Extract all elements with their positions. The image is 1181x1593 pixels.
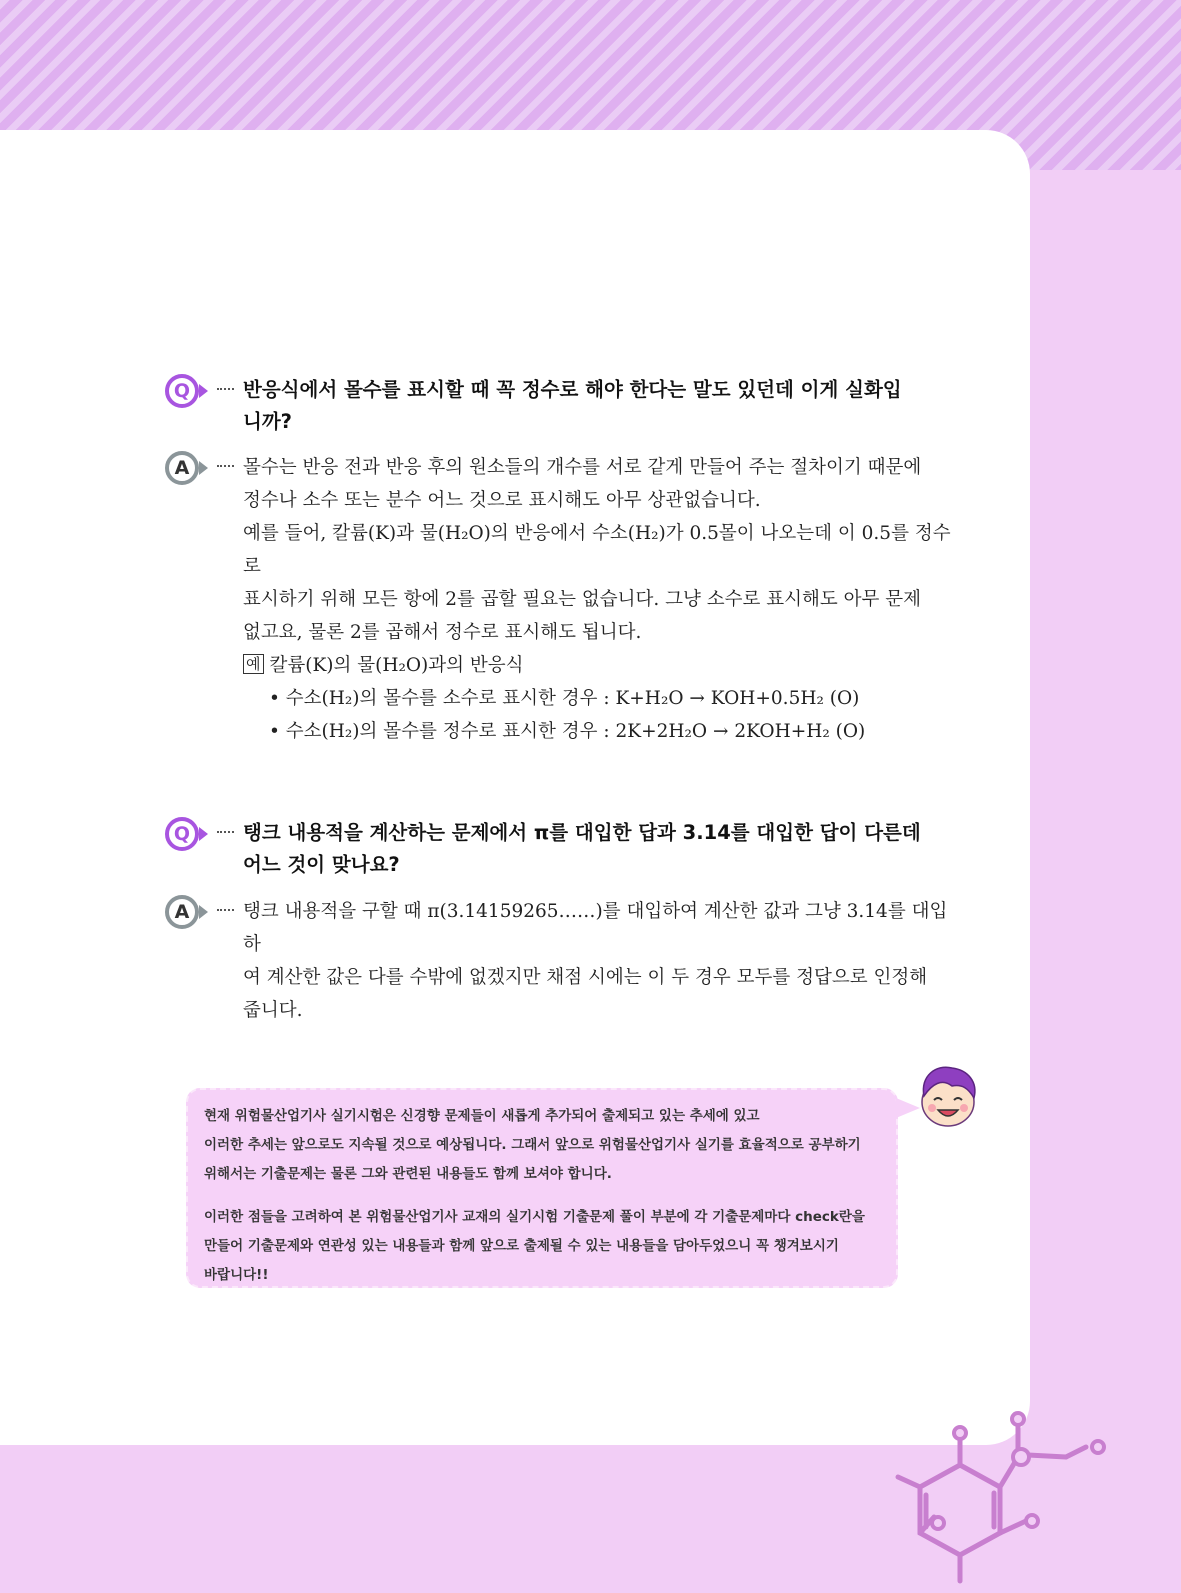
question-line: 반응식에서 몰수를 표시할 때 꼭 정수로 해야 한다는 말도 있던데 이게 실화입 <box>243 378 902 401</box>
qa-block-2 <box>165 817 955 1027</box>
question-line: 탱크 내용적을 계산하는 문제에서 π를 대입한 답과 3.14를 대입한 답이 다른데 <box>243 821 921 844</box>
question-1 <box>165 374 955 438</box>
example-line <box>243 649 955 682</box>
note-line: 만들어 기출문제와 연관성 있는 내용들과 함께 앞으로 출제될 수 있는 내용들을 담아두었으니 꼭 챙겨보시기 <box>204 1238 839 1254</box>
a-badge-icon: A <box>165 895 199 929</box>
qa-block-1 <box>165 374 955 748</box>
answer-line: 예를 들어, 칼륨(K)과 물(H₂O)의 반응에서 수소(H₂)가 0.5몰이 나오는데 이 0.5를 정수로 <box>243 523 951 577</box>
leader-dots <box>217 831 234 833</box>
answer-line: 정수나 소수 또는 분수 어느 것으로 표시해도 아무 상관없습니다. <box>243 490 761 511</box>
example-bullet: • 수소(H₂)의 몰수를 소수로 표시한 경우 : K+H₂O → KOH+0.5H₂ (O) <box>269 688 860 709</box>
answer-1 <box>165 451 955 748</box>
answer-line: 줍니다. <box>243 1000 303 1021</box>
example-bullet: • 수소(H₂)의 몰수를 정수로 표시한 경우 : 2K+2H₂O → 2KOH+H₂ (O) <box>269 721 866 742</box>
note-line: 바랍니다!! <box>204 1267 269 1283</box>
question-2 <box>165 817 955 881</box>
example-label: 예 <box>243 654 264 674</box>
note-line: 위해서는 기출문제는 물론 그와 관련된 내용들도 함께 보셔야 합니다. <box>204 1166 612 1182</box>
q-badge-arrow-icon <box>199 827 208 841</box>
question-line: 니까? <box>243 410 292 433</box>
answer-line: 몰수는 반응 전과 반응 후의 원소들의 개수를 서로 같게 만들어 주는 절차이기 때문에 <box>243 457 922 478</box>
note-line: 이러한 추세는 앞으로도 지속될 것으로 예상됩니다. 그래서 앞으로 위험물산업기사 실기를 효율적으로 공부하기 <box>204 1137 861 1153</box>
a-badge-icon: A <box>165 451 199 485</box>
answer-line: 표시하기 위해 모든 항에 2를 곱할 필요는 없습니다. 그냥 소수로 표시해도 아무 문제 <box>243 589 921 610</box>
a-badge-arrow-icon <box>199 461 208 475</box>
tip-note-box <box>186 1088 898 1288</box>
question-line: 어느 것이 맞나요? <box>243 853 400 876</box>
leader-dots <box>217 909 234 911</box>
answer-2 <box>165 895 955 1027</box>
molecule-decoration-icon <box>890 1405 1120 1585</box>
example-title: 칼륨(K)의 물(H₂O)과의 반응식 <box>269 655 524 676</box>
answer-line: 여 계산한 값은 다를 수밖에 없겠지만 채점 시에는 이 두 경우 모두를 정답으로 인정해 <box>243 967 928 988</box>
answer-line: 없고요, 물론 2를 곱해서 정수로 표시해도 됩니다. <box>243 622 642 643</box>
q-badge-icon: Q <box>165 374 199 408</box>
leader-dots <box>217 388 234 390</box>
q-badge-arrow-icon <box>199 384 208 398</box>
a-badge-arrow-icon <box>199 905 208 919</box>
leader-dots <box>217 465 234 467</box>
note-line: 이러한 점들을 고려하여 본 위험물산업기사 교재의 실기시험 기출문제 풀이 부분에 각 기출문제마다 check란을 <box>204 1209 865 1225</box>
note-line: 현재 위험물산업기사 실기시험은 신경향 문제들이 새롭게 추가되어 출제되고 있는 추세에 있고 <box>204 1108 760 1124</box>
q-badge-icon: Q <box>165 817 199 851</box>
answer-line: 탱크 내용적을 구할 때 π(3.14159265……)를 대입하여 계산한 값과 그냥 3.14를 대입하 <box>243 901 948 955</box>
cartoon-boy-icon <box>912 1062 982 1130</box>
